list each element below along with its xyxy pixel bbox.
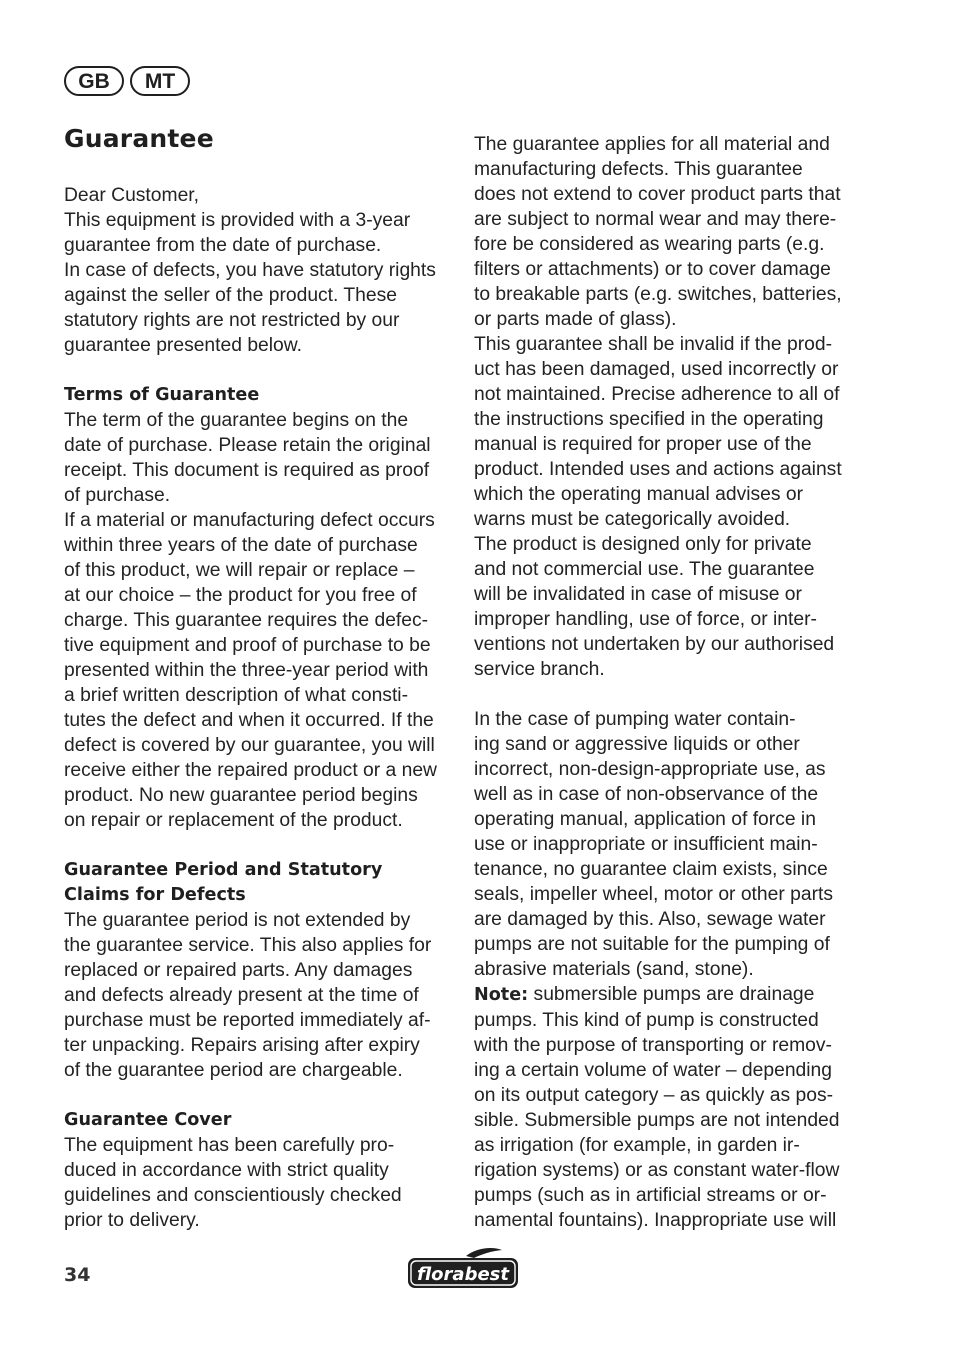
left-column — [64, 183, 454, 1233]
note-paragraph — [474, 982, 864, 1233]
coverage-paragraph: The guarantee applies for all material and manufacturing defects. This guarantee does not extend to cover product parts that are subject to normal wear and may there- fore be considered as wearing parts (e.g. filters or attachments) or to cover damage to breakable parts (e.g. switches, batteries, or parts made of glass). This guarantee shall be invalid if the prod- uct has been damaged, used incorrectly or not maintained. Precise adherence to all of the instructions specified in the operating manual is required for proper use of the product. Intended uses and actions against which the operating manual advises or warns must be categorically avoided. The product is designed only for private and not commercial use. The guarantee will be invalidated in case of misuse or improper handling, use of force, or inter- ventions not undertaken by our authorised service branch. — [474, 134, 842, 680]
period-paragraph: The guarantee period is not extended by the guarantee service. This also applies for replaced or repaired parts. Any damages and defects already present at the time of purchase must be reported immediately af- ter unpacking. Repairs arising after expiry of the guarantee period are chargeable. — [64, 910, 432, 1081]
right-column — [474, 132, 864, 1233]
page-number: 34 — [64, 1264, 91, 1286]
period-heading: Guarantee Period and Statutory Claims for Defects — [64, 860, 383, 905]
cover-heading: Guarantee Cover — [64, 1110, 232, 1130]
intro-paragraph: Dear Customer, This equipment is provided with a 3-year guarantee from the date of purchase. In case of defects, you have statutory rights against the seller of the product. These statutory rights are not restricted by our guarantee presented below. — [64, 185, 436, 356]
note-label: Note: — [474, 985, 529, 1005]
pumping-paragraph: In the case of pumping water contain- ing sand or aggressive liquids or other incorrect, non-design-appropriate use, as well as in case of non-observance of the operating manual, application of force in use or inappropriate or insufficient main- tenance, no guarantee claim exists, since seals, impeller wheel, motor or other parts are damaged by this. Also, sewage water pumps are not suitable for the pumping of abrasive materials (sand, stone). — [474, 709, 833, 980]
lang-badge-mt: MT — [130, 66, 190, 96]
cover-paragraph: The equipment has been carefully pro- duced in accordance with strict quality guidelines and conscientiously checked prior to delivery. — [64, 1135, 402, 1231]
terms-heading: Terms of Guarantee — [64, 385, 260, 405]
language-badges — [64, 66, 190, 96]
page-title: Guarantee — [64, 124, 214, 153]
svg-text:florabest: florabest — [417, 1264, 509, 1285]
terms-paragraph: The term of the guarantee begins on the date of purchase. Please retain the original receipt. This document is required as proof of purchase. If a material or manufacturing defect occurs within three years of the date of purchase of this product, we will repair or replace – at our choice – the product for you free of charge. This guarantee requires the defec- tive equipment and proof of purchase to be presented within the three-year period with a brief written description of what consti- tutes the defect and when it occurred. If the defect is covered by our guarantee, you will receive either the repaired product or a new product. No new guarantee period begins on repair or replacement of the product. — [64, 410, 437, 831]
lang-badge-gb: GB — [64, 66, 124, 96]
florabest-logo — [406, 1247, 520, 1291]
note-text: submersible pumps are drainage pumps. This kind of pump is constructed with the purpose of transporting or remov- ing a certain volume of water – depending on its output category – as quickly as pos- sible. Submersible pumps are not intended as irrigation (for example, in garden ir- rigation systems) or as constant water-flow pumps (such as in artificial streams or or- namental fountains). Inappropriate use will — [474, 984, 840, 1231]
